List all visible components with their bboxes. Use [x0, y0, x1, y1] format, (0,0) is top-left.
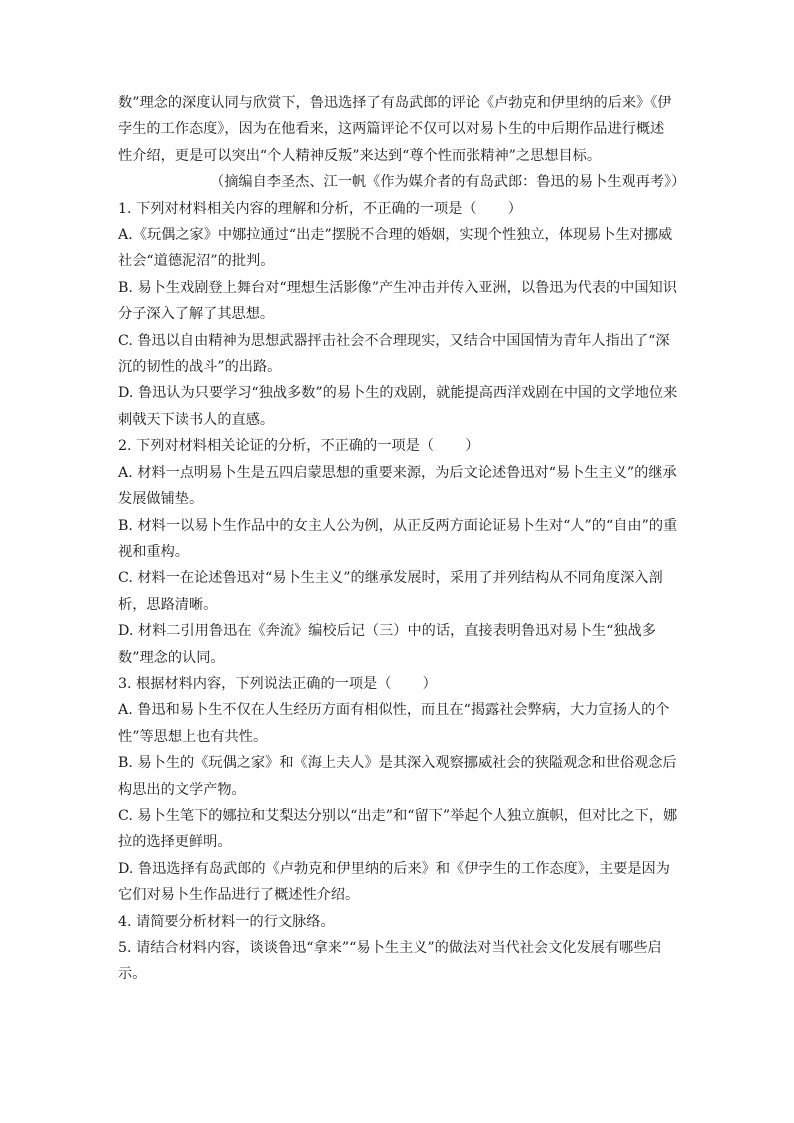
option-b: B. 材料一以易卜生作品中的女主人公为例，从正反两方面论证易卜生对“人”的“自由”的重视和重构。 [118, 517, 678, 560]
question-stem: 5. 请结合材料内容，谈谈鲁迅“拿来”“易卜生主义”的做法对当代社会文化发展有哪些启示。 [118, 940, 662, 983]
question-stem-text: 2. 下列对材料相关论证的分析，不正确的一项是（ [118, 438, 434, 455]
question-1 [118, 196, 678, 434]
option-c: C. 鲁迅以自由精神为思想武器抨击社会不合理现实，又结合中国国情为青年人指出了“深沉的韧性的战斗”的出路。 [118, 332, 670, 376]
option-d: D. 鲁迅选择有岛武郎的《卢勃克和伊里纳的后来》和《伊孛生的工作态度》，主要是因为它们对易卜生作品进行了概述性介绍。 [118, 860, 670, 904]
passage-source: （摘编自李圣杰、江一帆《作为媒介者的有岛武郎：鲁迅的易卜生观再考》） [210, 174, 686, 191]
question-stem [118, 196, 678, 222]
option-d: D. 材料二引用鲁迅在《奔流》编校后记（三）中的话，直接表明鲁迅对易卜生“独战多数”理念的认同。 [118, 623, 656, 666]
question-stem-end: ） [507, 200, 522, 217]
option-a: A.《玩偶之家》中娜拉通过“出走”摆脱不合理的婚姻，实现个性独立，体现易卜生对挪威社会“道德泥沼”的批判。 [118, 227, 673, 270]
question-stem-end: ） [465, 438, 480, 455]
question-2 [118, 433, 678, 671]
question-3 [118, 671, 678, 909]
question-5 [118, 935, 678, 988]
question-4 [118, 909, 678, 935]
question-stem [118, 671, 678, 697]
option-b: B. 易卜生的《玩偶之家》和《海上夫人》是其深入观察挪威社会的狭隘观念和世俗观念后构思出的文学产物。 [118, 755, 677, 798]
question-stem-text: 3. 根据材料内容，下列说法正确的一项是（ [118, 675, 392, 692]
option-b: B. 易卜生戏剧登上舞台对“理想生活影像”产生冲击并传入亚洲，以鲁迅为代表的中国知识分子深入了解了其思想。 [118, 279, 677, 323]
option-a: A. 鲁迅和易卜生不仅在人生经历方面有相似性，而且在“揭露社会弊病，大力宣扬人的个性”等思想上也有共性。 [118, 702, 670, 745]
option-c: C. 材料一在论述鲁迅对“易卜生主义”的继承发展时，采用了并列结构从不同角度深入剖析，思路清晰。 [118, 570, 663, 613]
option-c: C. 易卜生笔下的娜拉和艾梨达分别以“出走”和“留下”举起个人独立旗帜，但对比之下，娜拉的选择更鲜明。 [118, 807, 678, 851]
question-stem [118, 433, 678, 459]
option-a: A. 材料一点明易卜生是五四启蒙思想的重要来源，为后文论述鲁迅对“易卜生主义”的继承发展做铺垫。 [118, 464, 677, 508]
question-stem: 4. 请简要分析材料一的行文脉络。 [118, 913, 335, 930]
passage-paragraph-end: 数”理念的深度认同与欣赏下，鲁迅选择了有岛武郎的评论《卢勃克和伊里纳的后来》《伊孛生的工作态度》，因为在他看来，这两篇评论不仅可以对易卜生的中后期作品进行概述性介绍，更是可以突出“个人精神反叛”来达到“尊个性而张精神”之思想目标。 [118, 95, 672, 164]
option-d: D. 鲁迅认为只要学习“独战多数”的易卜生的戏剧，就能提高西洋戏剧在中国的文学地位来刺戟天下读书人的直感。 [118, 385, 678, 428]
exam-content [118, 90, 686, 988]
question-stem-text: 1. 下列对材料相关内容的理解和分析，不正确的一项是（ [118, 200, 477, 217]
question-stem-end: ） [422, 675, 437, 692]
